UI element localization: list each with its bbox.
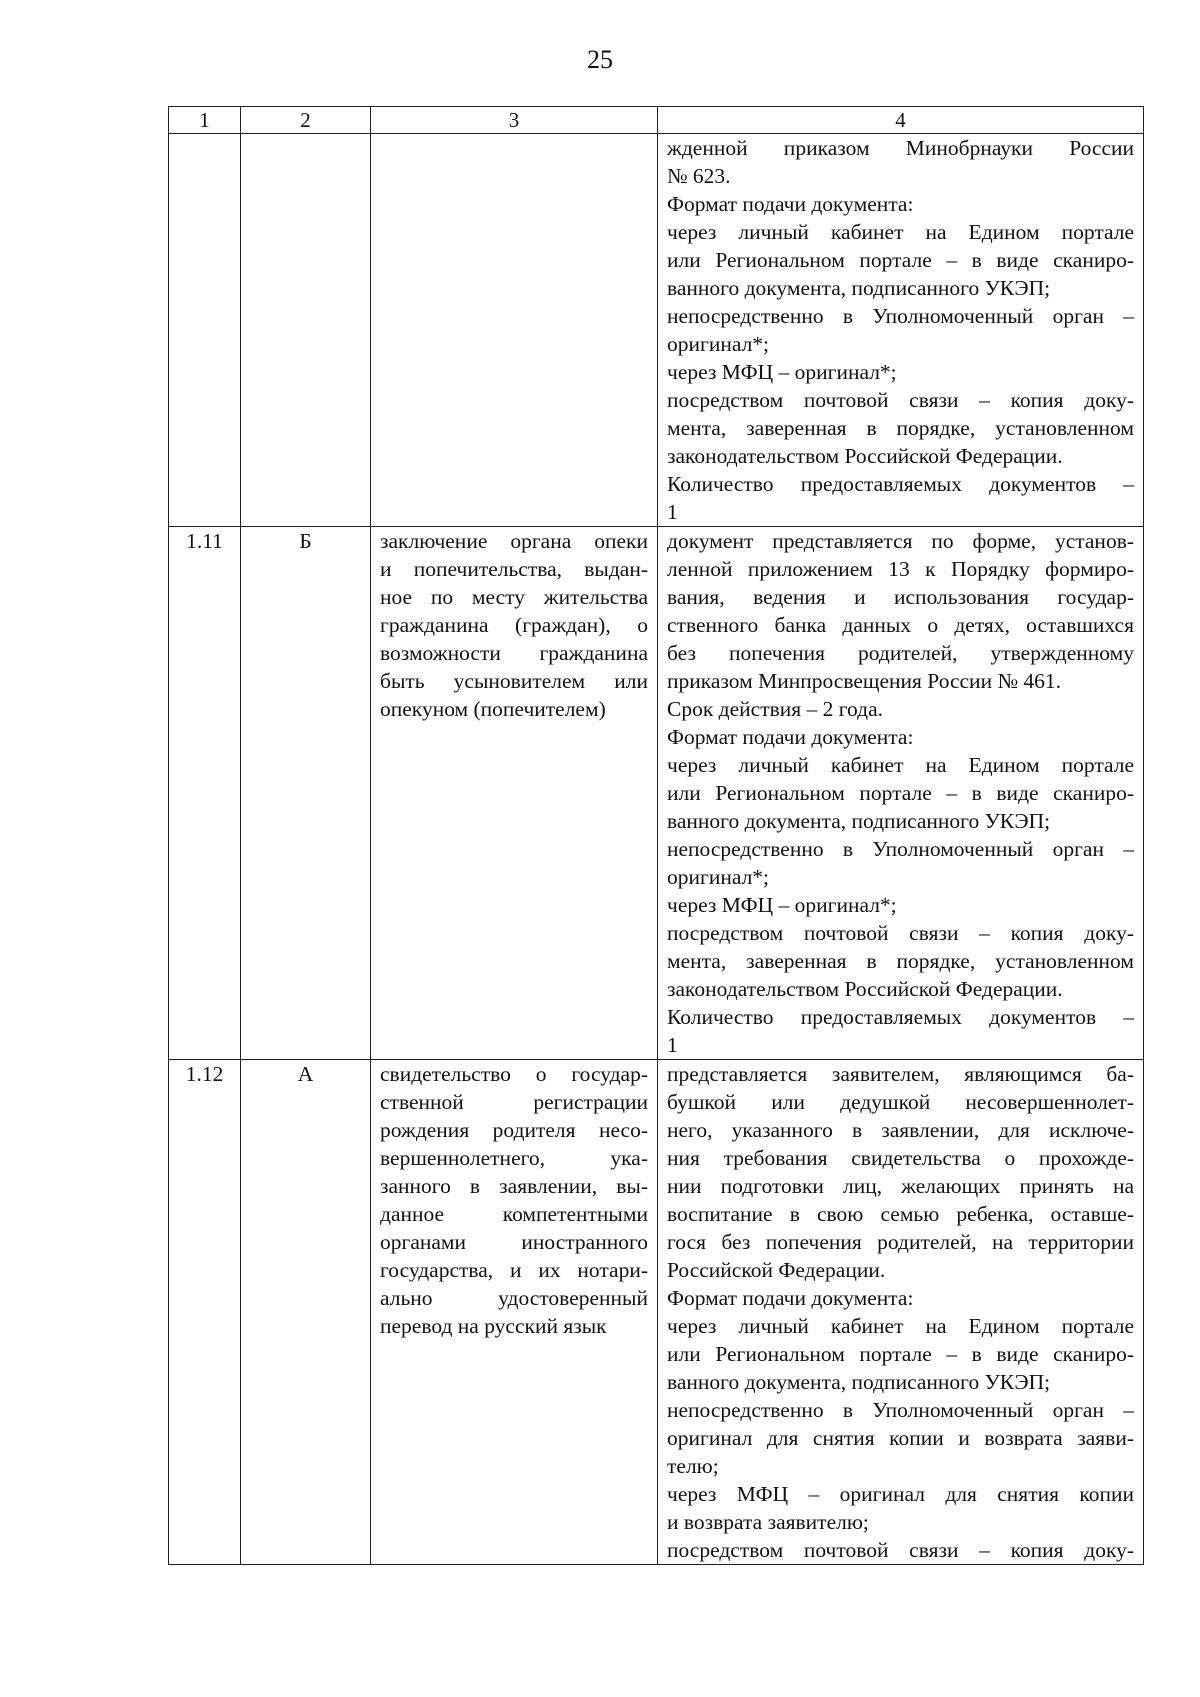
document-name-cell — [371, 1060, 658, 1565]
text-line: ственной регистрации — [380, 1090, 648, 1114]
text-line: мента, заверенная в порядке, установленном — [667, 949, 1134, 973]
document-name-cell — [371, 527, 658, 1060]
empty-cell — [169, 134, 241, 527]
text-line: документ представляется по форме, установ- — [667, 529, 1134, 553]
text-line: законодательством Российской Федерации. — [667, 977, 1063, 1001]
header-cell: 3 — [371, 107, 658, 134]
text-line: государства, и их нотари- — [380, 1258, 648, 1282]
text-line: и возврата заявителю; — [667, 1510, 869, 1534]
text-line: непосредственно в Уполномоченный орган – — [667, 304, 1134, 328]
text-line: ально удостоверенный — [380, 1286, 648, 1310]
text-line: гражданина (граждан), о — [380, 613, 648, 637]
text-line: через МФЦ – оригинал для снятия копии — [667, 1482, 1134, 1506]
text-line: перевод на русский язык — [380, 1314, 607, 1338]
text-line: законодательством Российской Федерации. — [667, 444, 1063, 468]
text-line: Количество предоставляемых документов – — [667, 1005, 1134, 1029]
text-line: воспитание в свою семью ребенка, оставше- — [667, 1202, 1134, 1226]
text-line: Срок действия – 2 года. — [667, 697, 884, 721]
row-category: Б — [241, 527, 371, 1060]
text-line: непосредственно в Уполномоченный орган – — [667, 837, 1134, 861]
header-cell: 4 — [658, 107, 1144, 134]
table-row — [169, 527, 1144, 1060]
text-line: Формат подачи документа: — [667, 1286, 914, 1310]
row-number: 1.11 — [169, 527, 241, 1060]
text-line: мента, заверенная в порядке, установленном — [667, 416, 1134, 440]
text-line: ное по месту жительства — [380, 585, 648, 609]
text-line: представляется заявителем, являющимся ба- — [667, 1062, 1134, 1086]
text-line: ванного документа, подписанного УКЭП; — [667, 809, 1051, 833]
text-line: Российской Федерации. — [667, 1258, 886, 1282]
text-line: через личный кабинет на Едином портале — [667, 753, 1134, 777]
text-line: возможности гражданина — [380, 641, 648, 665]
text-line: ванного документа, подписанного УКЭП; — [667, 1370, 1051, 1394]
text-line: данное компетентными — [380, 1202, 648, 1226]
header-cell: 1 — [169, 107, 241, 134]
text-line: телю; — [667, 1454, 719, 1478]
text-line: посредством почтовой связи – копия доку- — [667, 1538, 1134, 1562]
text-line: свидетельство о государ- — [380, 1062, 648, 1086]
text-line: и попечительства, выдан- — [380, 557, 648, 581]
text-line: или Региональном портале – в виде сканиро- — [667, 248, 1134, 272]
text-line: или Региональном портале – в виде сканиро- — [667, 781, 1134, 805]
text-line: гося без попечения родителей, на территории — [667, 1230, 1134, 1254]
text-line: или Региональном портале – в виде сканиро- — [667, 1342, 1134, 1366]
empty-cell — [241, 134, 371, 527]
text-line: него, указанного в заявлении, для исключе- — [667, 1118, 1134, 1142]
text-line: жденной приказом Минобрнауки России — [667, 136, 1134, 160]
table-row — [169, 1060, 1144, 1565]
table-row-continuation — [169, 134, 1144, 527]
text-line: приказом Минпросвещения России № 461. — [667, 669, 1061, 693]
text-line: опекуном (попечителем) — [380, 697, 606, 721]
text-line: Количество предоставляемых документов – — [667, 472, 1134, 496]
row-category: А — [241, 1060, 371, 1565]
text-line: рождения родителя несо- — [380, 1118, 648, 1142]
header-cell: 2 — [241, 107, 371, 134]
text-line: Формат подачи документа: — [667, 192, 914, 216]
text-line: через МФЦ – оригинал*; — [667, 893, 897, 917]
text-line: вания, ведения и использования государ- — [667, 585, 1134, 609]
row-number: 1.12 — [169, 1060, 241, 1565]
text-line: через личный кабинет на Едином портале — [667, 220, 1134, 244]
text-line: посредством почтовой связи – копия доку- — [667, 921, 1134, 945]
table-header-row — [169, 107, 1144, 134]
text-line: 1 — [667, 1033, 678, 1057]
text-line: оригинал для снятия копии и возврата заяви- — [667, 1426, 1134, 1450]
text-line: через МФЦ – оригинал*; — [667, 360, 897, 384]
text-line: непосредственно в Уполномоченный орган – — [667, 1398, 1134, 1422]
text-line: бушкой или дедушкой несовершеннолет- — [667, 1090, 1134, 1114]
text-line: вершеннолетнего, ука- — [380, 1146, 648, 1170]
description-cell — [658, 1060, 1144, 1565]
page-number: 25 — [587, 45, 613, 74]
text-line: ванного документа, подписанного УКЭП; — [667, 276, 1051, 300]
description-cell — [658, 134, 1144, 527]
text-line: ленной приложением 13 к Порядку формиро- — [667, 557, 1134, 581]
text-line: ственного банка данных о детях, оставшихся — [667, 613, 1134, 637]
text-line: нии подготовки лиц, желающих принять на — [667, 1174, 1134, 1198]
description-cell — [658, 527, 1144, 1060]
text-line: органами иностранного — [380, 1230, 648, 1254]
text-line: заключение органа опеки — [380, 529, 648, 553]
text-line: через личный кабинет на Едином портале — [667, 1314, 1134, 1338]
text-line: без попечения родителей, утвержденному — [667, 641, 1134, 665]
text-line: Формат подачи документа: — [667, 725, 914, 749]
text-line: оригинал*; — [667, 332, 770, 356]
text-line: быть усыновителем или — [380, 669, 648, 693]
text-line: 1 — [667, 500, 678, 524]
text-line: ния требования свидетельства о прохожде- — [667, 1146, 1134, 1170]
text-line: оригинал*; — [667, 865, 770, 889]
text-line: № 623. — [667, 164, 731, 188]
document-table — [168, 106, 1144, 1565]
empty-cell — [371, 134, 658, 527]
text-line: занного в заявлении, вы- — [380, 1174, 648, 1198]
text-line: посредством почтовой связи – копия доку- — [667, 388, 1134, 412]
